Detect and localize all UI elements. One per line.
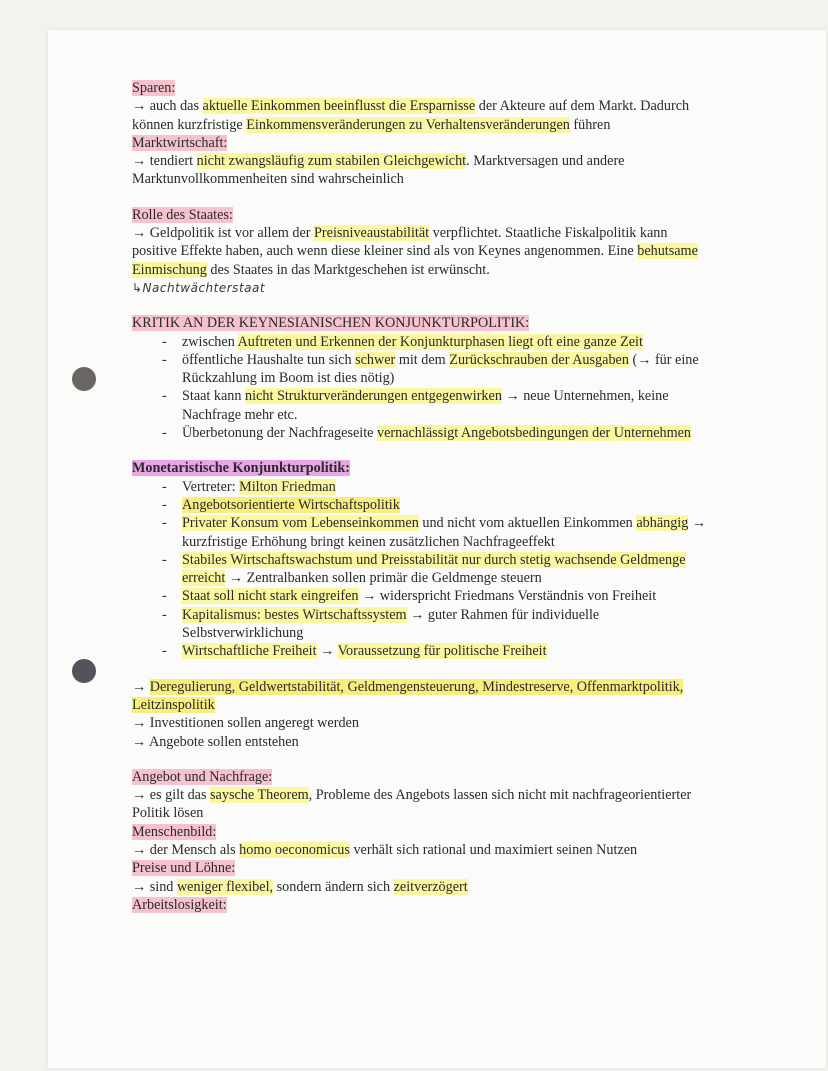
list-item: - Staat kann nicht Strukturveränderungen entgegenwirken → neue Unternehmen, keine Nachfrage mehr etc.	[162, 387, 712, 424]
section-kritik	[132, 314, 712, 442]
highlight: Preisniveaustabilität	[314, 225, 430, 242]
heading-kritik: KRITIK AN DER KEYNESIANISCHEN KONJUNKTURPOLITIK:	[132, 315, 530, 332]
paragraph-preise: → sind weniger flexibel, sondern ändern sich zeitverzögert	[132, 878, 468, 895]
heading-menschenbild: Menschenbild:	[132, 823, 217, 840]
highlight: Wirtschaftliche Freiheit	[182, 643, 317, 660]
highlight: homo oeconomicus	[239, 841, 350, 858]
list-item: - Kapitalismus: bestes Wirtschaftssystem → guter Rahmen für individuelle Selbstverwirklichung	[162, 606, 712, 643]
list-item: - Überbetonung der Nachfrageseite vernachlässigt Angebotsbedingungen der Unternehmen	[162, 424, 712, 442]
kritik-list	[132, 333, 712, 443]
punch-hole-top	[72, 367, 96, 391]
highlight: Privater Konsum vom Lebenseinkommen	[182, 515, 419, 532]
highlight: vernachlässigt Angebotsbedingungen der Unternehmen	[377, 425, 692, 442]
section-sparen	[132, 79, 712, 134]
section-massnahmen	[132, 678, 712, 751]
heading-staat: Rolle des Staates:	[132, 206, 233, 223]
highlight: aktuelle Einkommen beeinflusst die Ersparnisse	[202, 98, 476, 115]
section-preise	[132, 859, 712, 896]
highlight: saysche Theorem	[210, 787, 309, 804]
section-angebot	[132, 768, 712, 823]
list-item: - Stabiles Wirtschaftswachstum und Preisstabilität nur durch stetig wachsende Geldmenge erreicht → Zentralbanken sollen primär die Geldmenge steuern	[162, 551, 712, 588]
section-monetarismus	[132, 459, 712, 660]
highlight: Zurückschrauben der Ausgaben	[449, 351, 629, 368]
heading-angebot: Angebot und Nachfrage:	[132, 768, 273, 785]
highlight: Voraussetzung für politische Freiheit	[337, 643, 547, 660]
list-item: - Vertreter: Milton Friedman	[162, 478, 712, 496]
list-item	[162, 496, 712, 514]
highlight: Einkommensveränderungen zu Verhaltensveränderungen	[246, 116, 570, 133]
paragraph-angebot: → es gilt das saysche Theorem, Probleme des Angebots lassen sich nicht mit nachfrageorientierter Politik lösen	[132, 787, 692, 822]
list-item: - Staat soll nicht stark eingreifen → widerspricht Friedmans Verständnis von Freiheit	[162, 587, 712, 605]
highlight: Milton Friedman	[239, 478, 336, 495]
paragraph-sparen: → auch das aktuelle Einkommen beeinflusst die Ersparnisse der Akteure auf dem Markt. Dadurch können kurzfristige Einkommensveränderungen zu Verhaltensveränderungen führen	[132, 98, 690, 133]
section-arbeitslosigkeit	[132, 896, 712, 914]
paragraph-staat: → Geldpolitik ist vor allem der Preisniveaustabilität verpflichtet. Staatliche Fiskalpolitik kann positive Effekte haben, auch wenn diese kleiner sind als von Keynes angenommen. Eine behutsame Einmischung des Staates in das Marktgeschehen ist erwünscht.	[132, 225, 698, 278]
list-item: - Wirtschaftliche Freiheit → Voraussetzung für politische Freiheit	[162, 642, 712, 660]
heading-marktwirtschaft: Marktwirtschaft:	[132, 134, 228, 151]
paragraph-marktwirtschaft: → tendiert nicht zwangsläufig zum stabilen Gleichgewicht. Marktversagen und andere Marktunvollkommenheiten sind wahrscheinlich	[132, 153, 625, 188]
list-item: - zwischen Auftreten und Erkennen der Konjunkturphasen liegt oft eine ganze Zeit	[162, 333, 712, 351]
highlight: nicht Strukturveränderungen entgegenwirken	[245, 388, 502, 405]
section-marktwirtschaft	[132, 134, 712, 189]
highlight: Stabiles Wirtschaftswachstum und Preisstabilität nur durch stetig wachsende Geldmenge erreicht	[182, 551, 686, 587]
notes-content	[132, 79, 712, 914]
section-staat	[132, 206, 712, 297]
highlight: weniger flexibel,	[176, 878, 274, 895]
line-investitionen: → Investitionen sollen angeregt werden	[132, 715, 359, 732]
highlight: Deregulierung, Geldwertstabilität, Geldmengensteuerung, Mindestreserve, Offenmarktpolitik, Leitzinspolitik	[132, 678, 684, 713]
highlight: Staat soll nicht stark eingreifen	[182, 588, 359, 605]
highlight: schwer	[355, 351, 396, 368]
heading-monetarismus: Monetaristische Konjunkturpolitik:	[132, 460, 350, 477]
paragraph-menschenbild: → der Mensch als homo oeconomicus verhält sich rational und maximiert seinen Nutzen	[132, 841, 638, 858]
highlight: abhängig	[636, 515, 689, 532]
list-item: - öffentliche Haushalte tun sich schwer mit dem Zurückschrauben der Ausgaben (→ für eine Rückzahlung im Boom ist dies nötig)	[162, 351, 712, 388]
line-angebote: → Angebote sollen entstehen	[132, 733, 299, 750]
highlight: Angebotsorientierte Wirtschaftspolitik	[182, 496, 400, 513]
highlight: nicht zwangsläufig zum stabilen Gleichgewicht	[196, 153, 467, 170]
heading-preise: Preise und Löhne:	[132, 860, 236, 877]
highlight: behutsame Einmischung	[132, 243, 698, 278]
punch-hole-bottom	[72, 659, 96, 683]
list-item: - Privater Konsum vom Lebenseinkommen und nicht vom aktuellen Einkommen abhängig → kurzfristige Erhöhung bringt keinen zusätzlichen Nachfrageeffekt	[162, 514, 712, 551]
highlight: zeitverzögert	[393, 878, 468, 895]
highlight: Kapitalismus: bestes Wirtschaftssystem	[182, 606, 407, 623]
monetarismus-list	[132, 478, 712, 661]
handwritten-note: ↳Nachtwächterstaat	[132, 280, 266, 295]
section-menschenbild	[132, 823, 712, 860]
heading-sparen: Sparen:	[132, 80, 176, 96]
heading-arbeitslosigkeit: Arbeitslosigkeit:	[132, 896, 227, 913]
paragraph-massnahmen: → Deregulierung, Geldwertstabilität, Geldmengensteuerung, Mindestreserve, Offenmarktpolitik, Leitzinspolitik	[132, 678, 684, 713]
highlight: Auftreten und Erkennen der Konjunkturphasen liegt oft eine ganze Zeit	[237, 333, 643, 350]
